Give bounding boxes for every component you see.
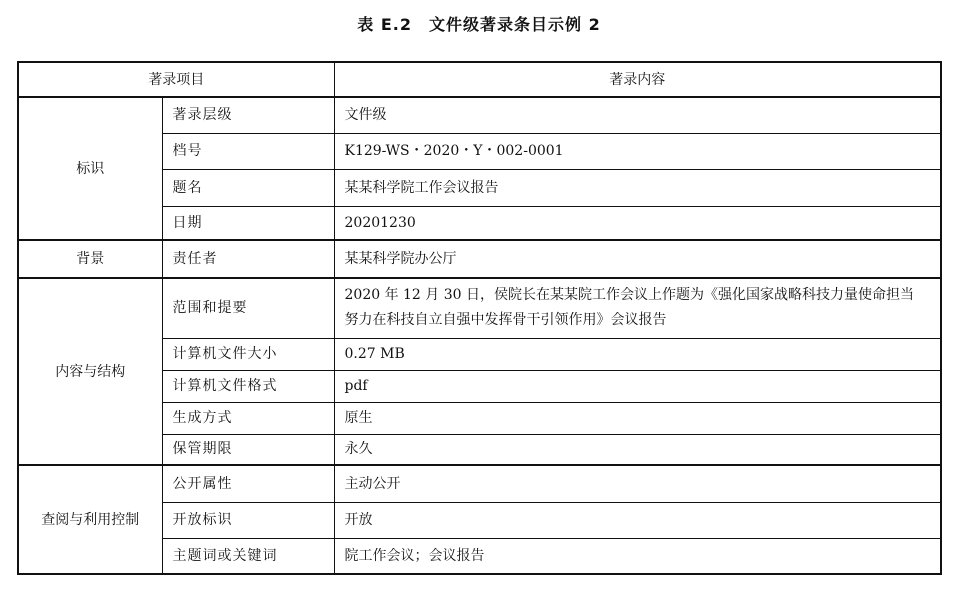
- row-item: 计算机文件格式: [162, 370, 334, 402]
- row-value: pdf: [334, 370, 941, 402]
- row-item: 范围和提要: [162, 278, 334, 338]
- row-value: 永久: [334, 434, 941, 465]
- group-background: 背景: [18, 240, 162, 278]
- group-access-control: 查阅与利用控制: [18, 465, 162, 574]
- row-item: 档号: [162, 133, 334, 169]
- row-item: 计算机文件大小: [162, 338, 334, 370]
- table-row: [18, 278, 941, 338]
- group-content-structure: 内容与结构: [18, 278, 162, 465]
- row-item: 责任者: [162, 240, 334, 278]
- row-value: K129-WS・2020・Y・002-0001: [334, 133, 941, 169]
- table-row: [18, 465, 941, 502]
- group-identity: 标识: [18, 97, 162, 240]
- row-item: 日期: [162, 206, 334, 240]
- header-content: 著录内容: [334, 62, 941, 97]
- metadata-table: [17, 61, 942, 575]
- row-value: 文件级: [334, 97, 941, 133]
- row-item: 主题词或关键词: [162, 538, 334, 574]
- table-row: [18, 240, 941, 278]
- row-value: 主动公开: [334, 465, 941, 502]
- row-item: 公开属性: [162, 465, 334, 502]
- row-value: 某某科学院工作会议报告: [334, 169, 941, 206]
- row-value: 开放: [334, 502, 941, 538]
- row-item: 保管期限: [162, 434, 334, 465]
- table-row: [18, 97, 941, 133]
- row-value: 20201230: [334, 206, 941, 240]
- row-value: 0.27 MB: [334, 338, 941, 370]
- row-item: 开放标识: [162, 502, 334, 538]
- row-value: 院工作会议；会议报告: [334, 538, 941, 574]
- row-value: 某某科学院办公厅: [334, 240, 941, 278]
- row-value: 原生: [334, 402, 941, 434]
- row-item: 生成方式: [162, 402, 334, 434]
- row-item: 题名: [162, 169, 334, 206]
- table-caption: 表 E.2 文件级著录条目示例 2: [357, 15, 601, 34]
- header-row: [18, 62, 941, 97]
- row-item: 著录层级: [162, 97, 334, 133]
- header-item: 著录项目: [18, 62, 334, 97]
- row-value: 2020 年 12 月 30 日，侯院长在某某院工作会议上作题为《强化国家战略科技力量使命担当 努力在科技自立自强中发挥骨干引领作用》会议报告: [334, 278, 941, 338]
